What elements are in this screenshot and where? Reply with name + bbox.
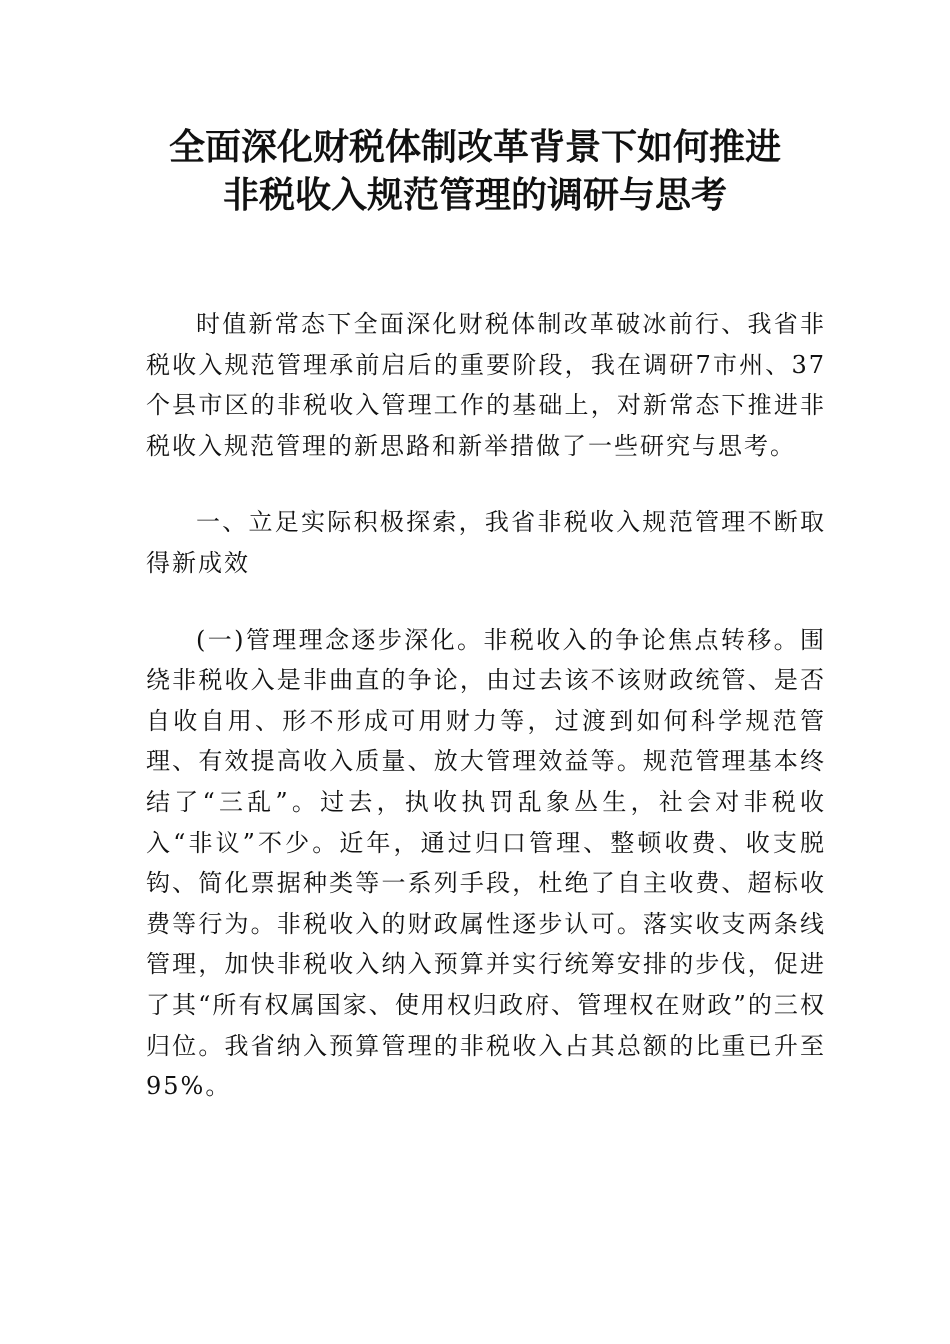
document-title-line-2: 非税收入规范管理的调研与思考	[222, 175, 727, 216]
section-heading-1: 一、立足实际积极探索，我省非税收入规范管理不断取得新成效	[146, 508, 826, 577]
subsection-paragraph-1: (一)管理理念逐步深化。非税收入的争论焦点转移。围绕非税收入是非曲直的争论，由过去该不该财政统管、是否自收自用、形不形成可用财力等，过渡到如何科学规范管理、有效提高收入质量、放大管理效益等。规范管理基本终结了“三乱”。过去，执收执罚乱象丛生，社会对非税收入“非议”不少。近年，通过归口管理、整顿收费、收支脱钩、简化票据种类等一系列手段，杜绝了自主收费、超标收费等行为。非税收入的财政属性逐步认可。落实收支两条线管理，加快非税收入纳入预算并实行统筹安排的步伐，促进了其“所有权属国家、使用权归政府、管理权在财政”的三权归位。我省纳入预算管理的非税收入占其总额的比重已升至95%。	[146, 625, 826, 1101]
document-body	[146, 304, 826, 1107]
intro-paragraph: 时值新常态下全面深化财税体制改革破冰前行、我省非税收入规范管理承前启后的重要阶段，我在调研7市州、37个县市区的非税收入管理工作的基础上，对新常态下推进非税收入规范管理的新思路和新举措做了一些研究与思考。	[146, 310, 826, 460]
document-title-line-1: 全面深化财税体制改革背景下如何推进	[168, 127, 781, 168]
